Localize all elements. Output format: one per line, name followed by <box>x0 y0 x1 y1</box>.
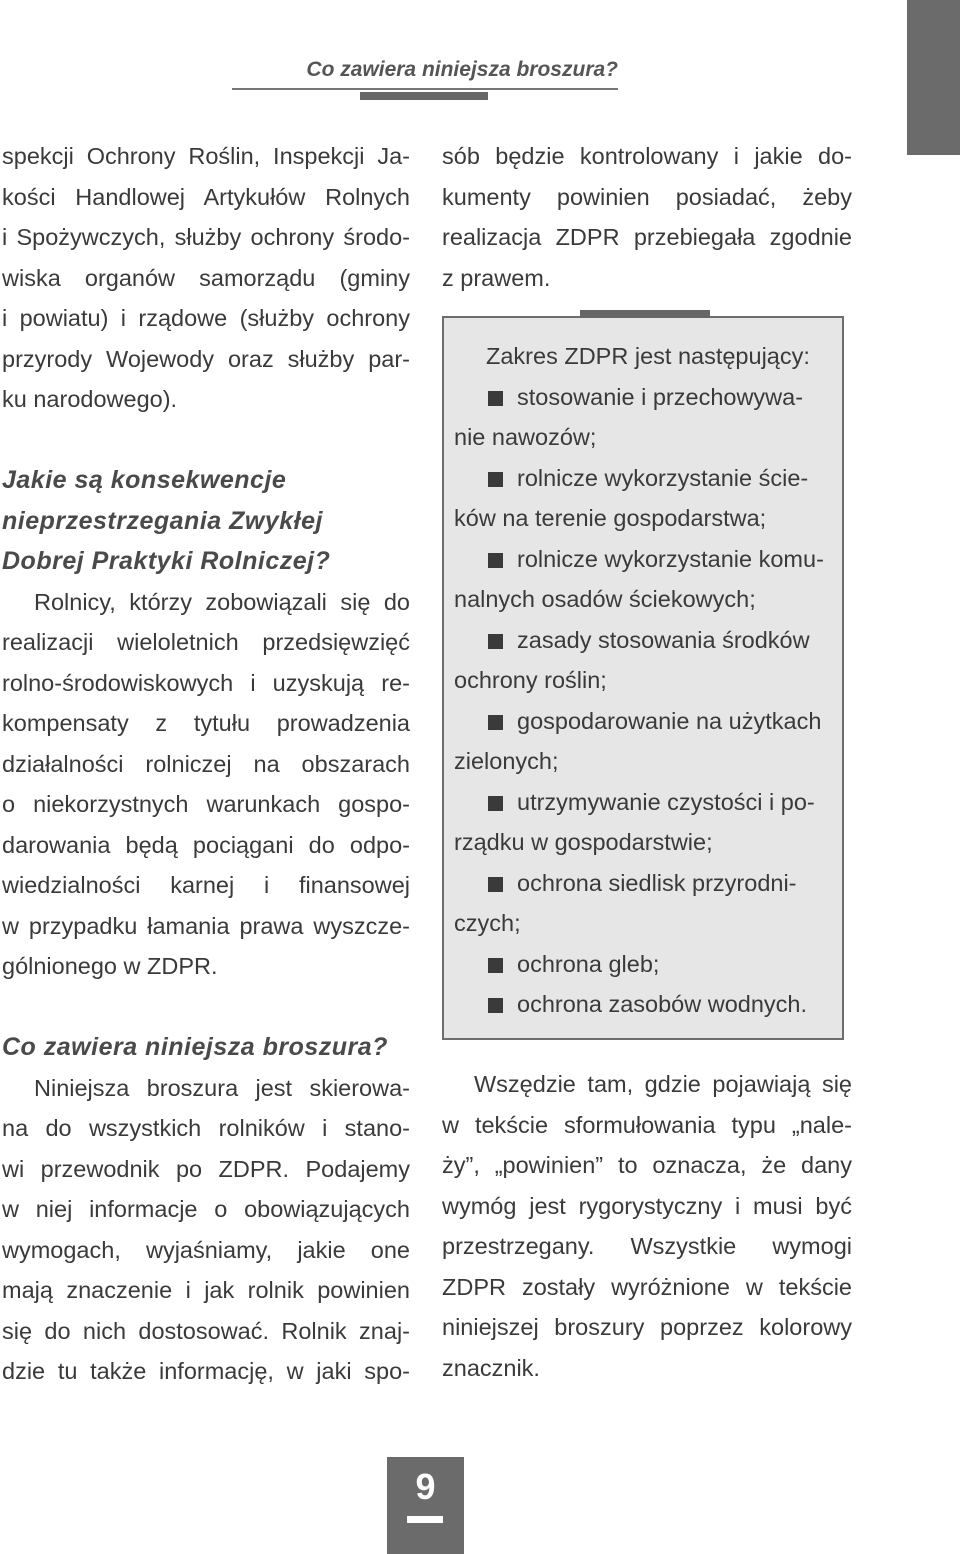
list-item-continuation: nie nawozów; <box>454 424 597 450</box>
scope-box-tab <box>580 310 710 318</box>
running-head: Co zawiera niniejsza broszura? <box>306 58 618 81</box>
text-line: o niekorzystnych warunkach gospo- <box>2 791 410 817</box>
text-line: dzie tu także informację, w jaki spo- <box>2 1358 410 1384</box>
list-item-continuation: nalnych osadów ściekowych; <box>454 586 756 612</box>
text-line: kompensaty z tytułu prowadzenia <box>2 710 410 736</box>
list-item-continuation: zielonych; <box>454 748 559 774</box>
section-heading: Jakie są konsekwencje <box>2 466 287 494</box>
text-line: Rolnicy, którzy zobowiązali się do <box>34 588 410 615</box>
text-line: Wszędzie tam, gdzie pojawiają się <box>474 1071 852 1097</box>
text-line: wymogach, wyjaśniamy, jakie one <box>2 1236 410 1263</box>
text-line: przestrzegany. Wszystkie wymogi <box>442 1233 852 1259</box>
text-line: i powiatu) i rządowe (służby ochrony <box>2 305 410 331</box>
list-item: stosowanie i przechowywa- <box>454 377 838 418</box>
list-item: ochrona zasobów wodnych. <box>454 984 838 1025</box>
list-item-continuation: rządku w gospodarstwie; <box>454 829 713 855</box>
section-heading: Dobrej Praktyki Rolniczej? <box>2 547 331 575</box>
text-line: ZDPR zostały wyróżnione w tekście <box>442 1273 852 1300</box>
list-item-continuation: czych; <box>454 910 521 936</box>
page-number: 9 <box>415 1466 436 1507</box>
text-line: ku narodowego). <box>2 386 178 412</box>
square-bullet-icon <box>488 998 503 1013</box>
text-line: kości Handlowej Artykułów Rolnych <box>2 183 410 210</box>
text-line: mają znaczenie i jak rolnik powinien <box>2 1277 410 1303</box>
text-line: realizacja ZDPR przebiegała zgodnie <box>442 224 852 250</box>
square-bullet-icon <box>488 877 503 892</box>
text-line: na do wszystkich rolników i stano- <box>2 1115 410 1141</box>
text-line: wi przewodnik po ZDPR. Podajemy <box>2 1155 410 1182</box>
section-heading: Co zawiera niniejsza broszura? <box>2 1033 388 1061</box>
corner-tab-marker <box>907 0 960 155</box>
list-item: utrzymywanie czystości i po- <box>454 782 838 823</box>
text-line: przyrody Wojewody oraz służby par- <box>2 345 410 372</box>
text-line: niniejszej broszury poprzez kolorowy <box>442 1314 852 1340</box>
text-line: sób będzie kontrolowany i jakie do- <box>442 143 852 169</box>
text-line: rolno-środowiskowych i uzyskują re- <box>2 669 410 696</box>
text-line: z prawem. <box>442 264 551 291</box>
list-item: ochrona gleb; <box>454 944 838 985</box>
text-line: znacznik. <box>442 1354 540 1381</box>
box-intro: Zakres ZDPR jest następujący: <box>486 343 810 369</box>
list-item-continuation: ków na terenie gospodarstwa; <box>454 505 767 531</box>
header-rule-accent <box>360 92 488 100</box>
text-line: Niniejsza broszura jest skierowa- <box>34 1074 410 1101</box>
text-line: i Spożywczych, służby ochrony środo- <box>2 224 410 250</box>
left-column <box>2 136 410 1392</box>
scope-box-content <box>454 336 838 1025</box>
section-heading: nieprzestrzegania Zwykłej <box>2 506 323 535</box>
square-bullet-icon <box>488 391 503 406</box>
text-line: ży”, „powinien” to oznacza, że dany <box>442 1152 852 1178</box>
spacer <box>2 420 410 461</box>
list-item: ochrona siedlisk przyrodni- <box>454 863 838 904</box>
text-line: w niej informacje o obowiązujących <box>2 1196 410 1222</box>
header-rule <box>232 88 618 90</box>
square-bullet-icon <box>488 796 503 811</box>
text-line: w przypadku łamania prawa wyszcze- <box>2 912 410 939</box>
text-line: spekcji Ochrony Roślin, Inspekcji Ja- <box>2 143 410 169</box>
text-line: realizacji wieloletnich przedsięwzięć <box>2 629 410 655</box>
text-line: wymóg jest rygorystyczny i musi być <box>442 1192 852 1219</box>
spacer <box>2 987 410 1028</box>
text-line: wiska organów samorządu (gminy <box>2 264 410 291</box>
text-line: darowania będą pociągani do odpo- <box>2 831 410 858</box>
list-item: zasady stosowania środków <box>454 620 838 661</box>
text-line: w tekście sformułowania typu „nale- <box>442 1111 852 1138</box>
text-line: kumenty powinien posiadać, żeby <box>442 183 852 210</box>
list-item: rolnicze wykorzystanie komu- <box>454 539 838 580</box>
list-item-continuation: ochrony roślin; <box>454 667 607 693</box>
square-bullet-icon <box>488 472 503 487</box>
list-item: gospodarowanie na użytkach <box>454 701 838 742</box>
text-line: się do nich dostosować. Rolnik znaj- <box>2 1317 410 1344</box>
text-line: gólnionego w ZDPR. <box>2 953 218 979</box>
square-bullet-icon <box>488 715 503 730</box>
square-bullet-icon <box>488 958 503 973</box>
page-number-dash <box>407 1516 443 1523</box>
text-line: wiedzialności karnej i finansowej <box>2 872 410 898</box>
text-line: działalności rolniczej na obszarach <box>2 750 410 777</box>
list-item: rolnicze wykorzystanie ście- <box>454 458 838 499</box>
right-column-top <box>442 136 852 298</box>
right-column-bottom <box>442 1064 852 1388</box>
square-bullet-icon <box>488 553 503 568</box>
square-bullet-icon <box>488 634 503 649</box>
